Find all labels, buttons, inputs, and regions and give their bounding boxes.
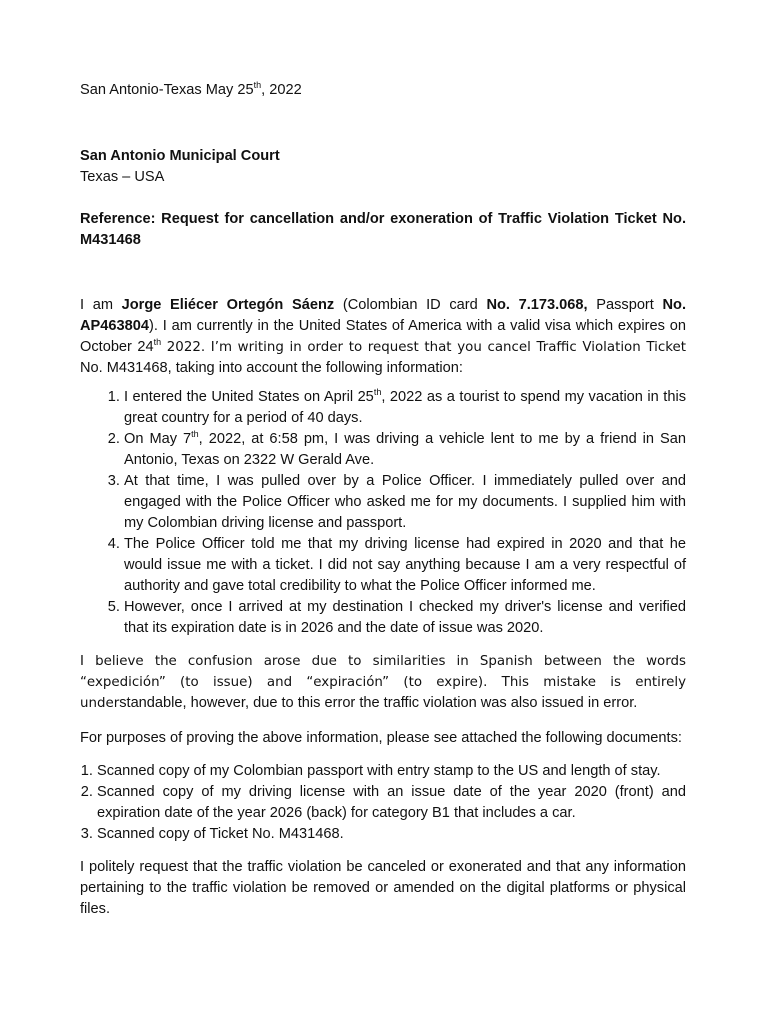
letter-date	[80, 80, 686, 101]
belief-text-2: standable, however, due to this error the traffic violation was also issued in error.	[119, 695, 638, 711]
date-superscript: th	[253, 80, 262, 91]
fact-text: On May 7	[124, 431, 192, 447]
belief-paragraph	[80, 651, 686, 714]
fact-item	[124, 597, 686, 639]
fact-text: At that time, I was pulled over by a Police Officer. I immediately pulled over and engaged with the Police Officer who asked me for my documents. I supplied him with my Colombian driving license and passport.	[124, 473, 686, 531]
document-item: 1. Scanned copy of my Colombian passport with entry stamp to the US and length of stay.	[97, 761, 686, 782]
facts-list	[80, 387, 686, 639]
intro-text-6: No. M431468, taking into account the following information:	[80, 360, 463, 376]
fact-item	[124, 387, 686, 429]
fact-text: The Police Officer told me that my driving license had expired in 2020 and that he would issue me with a ticket. I did not say anything because I am a very respectful of authority and gave total credibility to what the Police Officer informed me.	[124, 536, 686, 594]
documents-list	[80, 761, 686, 845]
fact-item	[124, 429, 686, 471]
fact-text: However, once I arrived at my destination I checked my driver's license and verified that its expiration date is in 2026 and the date of issue was 2020.	[124, 599, 686, 636]
intro-text-2: (Colombian ID card	[334, 297, 487, 313]
sender-name: Jorge Eliécer Ortegón Sáenz	[121, 297, 335, 313]
intro-text-3: Passport	[587, 297, 663, 313]
date-text: San Antonio-Texas May 25	[80, 82, 254, 98]
fact-text: , 2022 as a tourist to spend my vacation in this great country for a period of 40 days.	[124, 389, 686, 426]
intro-text-5: 2022. I’m writing in order to request that you cancel Traffic Violation Ticket	[161, 340, 687, 355]
intro-text-1: I am	[80, 297, 122, 313]
document-item: 3. Scanned copy of Ticket No. M431468.	[97, 824, 686, 845]
document-item: 2. Scanned copy of my driving license with an issue date of the year 2020 (front) and expiration date of the year 2026 (back) for category B1 that includes a car.	[97, 782, 686, 824]
fact-item	[124, 471, 686, 534]
passport-number: No. AP463804	[80, 297, 687, 334]
id-card-number: No. 7.173.068,	[486, 297, 588, 313]
fact-superscript: th	[191, 429, 199, 440]
letter-page	[80, 80, 686, 920]
intro-paragraph	[80, 295, 686, 379]
date-year: , 2022	[261, 82, 302, 98]
fact-superscript: th	[373, 387, 382, 398]
fact-item	[124, 534, 686, 597]
intro-text-4: ). I am currently in the United States of America with a valid visa which expires on October 24	[80, 318, 686, 355]
fact-text: , 2022, at 6:58 pm, I was driving a vehicle lent to me by a friend in San Antonio, Texas on 2322 W Gerald Ave.	[124, 431, 687, 468]
purposes-paragraph: For purposes of proving the above information, please see attached the following documents:	[80, 730, 682, 746]
request-paragraph: I politely request that the traffic violation be canceled or exonerated and that any information pertaining to the traffic violation be removed or amended on the digital platforms or physical files.	[80, 859, 686, 917]
intro-superscript: th	[153, 337, 162, 348]
belief-text-1: I believe the confusion arose due to similarities in Spanish between the words “expedición” (to issue) and “expiración” (to expire). This mistake is entirely under	[80, 654, 686, 711]
fact-text: I entered the United States on April 25	[124, 389, 374, 405]
recipient-location: Texas – USA	[80, 169, 165, 185]
recipient-name: San Antonio Municipal Court	[80, 148, 280, 164]
reference-line: Reference: Request for cancellation and/or exoneration of Traffic Violation Ticket No. M431468	[80, 211, 686, 248]
